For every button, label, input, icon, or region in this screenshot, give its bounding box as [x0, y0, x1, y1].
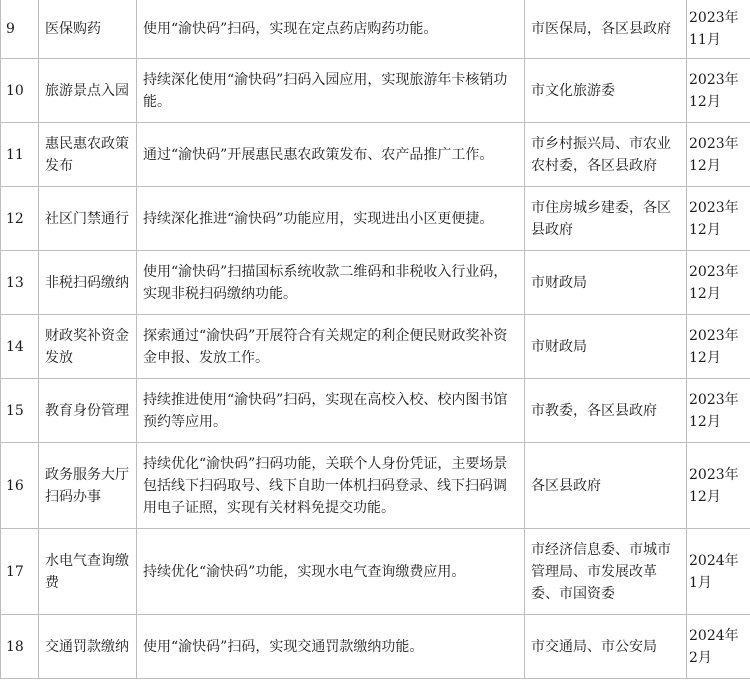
completion-year: 2023年	[689, 9, 739, 26]
task-name: 水电气查询缴费	[39, 529, 137, 615]
responsible-department: 市住房城乡建委，各区县政府	[525, 187, 687, 251]
row-number: 10	[1, 59, 39, 123]
task-description: 探索通过“渝快码”开展符合有关规定的利企便民财政奖补资金申报、发放工作。	[137, 315, 525, 379]
responsible-department: 市交通局、市公安局	[525, 615, 687, 679]
completion-month: 12月	[689, 93, 721, 110]
table-row	[1, 0, 750, 59]
task-description: 通过“渝快码”开展惠民惠农政策发布、农产品推广工作。	[137, 123, 525, 187]
completion-year: 2023年	[689, 135, 739, 152]
table-row	[1, 529, 750, 615]
task-name: 社区门禁通行	[39, 187, 137, 251]
table-row	[1, 379, 750, 443]
completion-year: 2024年	[689, 627, 739, 644]
completion-year: 2024年	[689, 552, 739, 569]
task-description: 使用“渝快码”扫描国标系统收款二维码和非税收入行业码，实现非税扫码缴纳功能。	[137, 251, 525, 315]
completion-year: 2023年	[689, 263, 739, 280]
task-description: 使用“渝快码”扫码，实现交通罚款缴纳功能。	[137, 615, 525, 679]
row-number: 11	[1, 123, 39, 187]
row-number: 16	[1, 443, 39, 529]
completion-date	[687, 443, 750, 529]
task-name: 非税扫码缴纳	[39, 251, 137, 315]
completion-month: 12月	[689, 413, 721, 430]
table-row	[1, 59, 750, 123]
row-number: 17	[1, 529, 39, 615]
task-name: 惠民惠农政策发布	[39, 123, 137, 187]
completion-month: 12月	[689, 221, 721, 238]
completion-month: 12月	[689, 157, 721, 174]
completion-year: 2023年	[689, 327, 739, 344]
task-description: 使用“渝快码”扫码，实现在定点药店购药功能。	[137, 0, 525, 59]
task-name: 医保购药	[39, 0, 137, 59]
task-name: 财政奖补资金发放	[39, 315, 137, 379]
responsible-department: 市财政局	[525, 315, 687, 379]
task-name: 教育身份管理	[39, 379, 137, 443]
responsible-department: 各区县政府	[525, 443, 687, 529]
completion-year: 2023年	[689, 199, 739, 216]
table-row	[1, 615, 750, 679]
completion-date	[687, 379, 750, 443]
table-row	[1, 251, 750, 315]
completion-month: 11月	[689, 31, 721, 48]
row-number: 9	[1, 0, 39, 59]
task-table-body	[1, 0, 750, 679]
completion-date	[687, 123, 750, 187]
row-number: 14	[1, 315, 39, 379]
task-name: 政务服务大厅扫码办事	[39, 443, 137, 529]
table-row	[1, 187, 750, 251]
task-description: 持续优化“渝快码”功能，实现水电气查询缴费应用。	[137, 529, 525, 615]
row-number: 13	[1, 251, 39, 315]
row-number: 15	[1, 379, 39, 443]
row-number: 18	[1, 615, 39, 679]
completion-month: 12月	[689, 285, 721, 302]
task-name: 交通罚款缴纳	[39, 615, 137, 679]
task-description: 持续深化使用“渝快码”扫码入园应用，实现旅游年卡核销功能。	[137, 59, 525, 123]
responsible-department: 市教委，各区县政府	[525, 379, 687, 443]
completion-date	[687, 615, 750, 679]
completion-date	[687, 187, 750, 251]
responsible-department: 市财政局	[525, 251, 687, 315]
responsible-department: 市医保局，各区县政府	[525, 0, 687, 59]
completion-date	[687, 59, 750, 123]
completion-date	[687, 251, 750, 315]
responsible-department: 市文化旅游委	[525, 59, 687, 123]
completion-year: 2023年	[689, 391, 739, 408]
task-description: 持续优化“渝快码”扫码功能，关联个人身份凭证，主要场景包括线下扫码取号、线下自助一体机扫码登录、线下扫码调用电子证照，实现有关材料免提交功能。	[137, 443, 525, 529]
completion-date	[687, 0, 750, 59]
completion-year: 2023年	[689, 466, 739, 483]
responsible-department: 市乡村振兴局、市农业农村委，各区县政府	[525, 123, 687, 187]
completion-date	[687, 315, 750, 379]
completion-month: 2月	[689, 649, 712, 666]
completion-month: 1月	[689, 574, 712, 591]
task-description: 持续深化推进“渝快码”功能应用，实现进出小区更便捷。	[137, 187, 525, 251]
completion-month: 12月	[689, 349, 721, 366]
completion-date	[687, 529, 750, 615]
table-row	[1, 443, 750, 529]
responsible-department: 市经济信息委、市城市管理局、市发展改革委、市国资委	[525, 529, 687, 615]
task-description: 持续推进使用“渝快码”扫码，实现在高校入校、校内图书馆预约等应用。	[137, 379, 525, 443]
task-name: 旅游景点入园	[39, 59, 137, 123]
completion-month: 12月	[689, 488, 721, 505]
table-row	[1, 315, 750, 379]
completion-year: 2023年	[689, 71, 739, 88]
table-row	[1, 123, 750, 187]
row-number: 12	[1, 187, 39, 251]
